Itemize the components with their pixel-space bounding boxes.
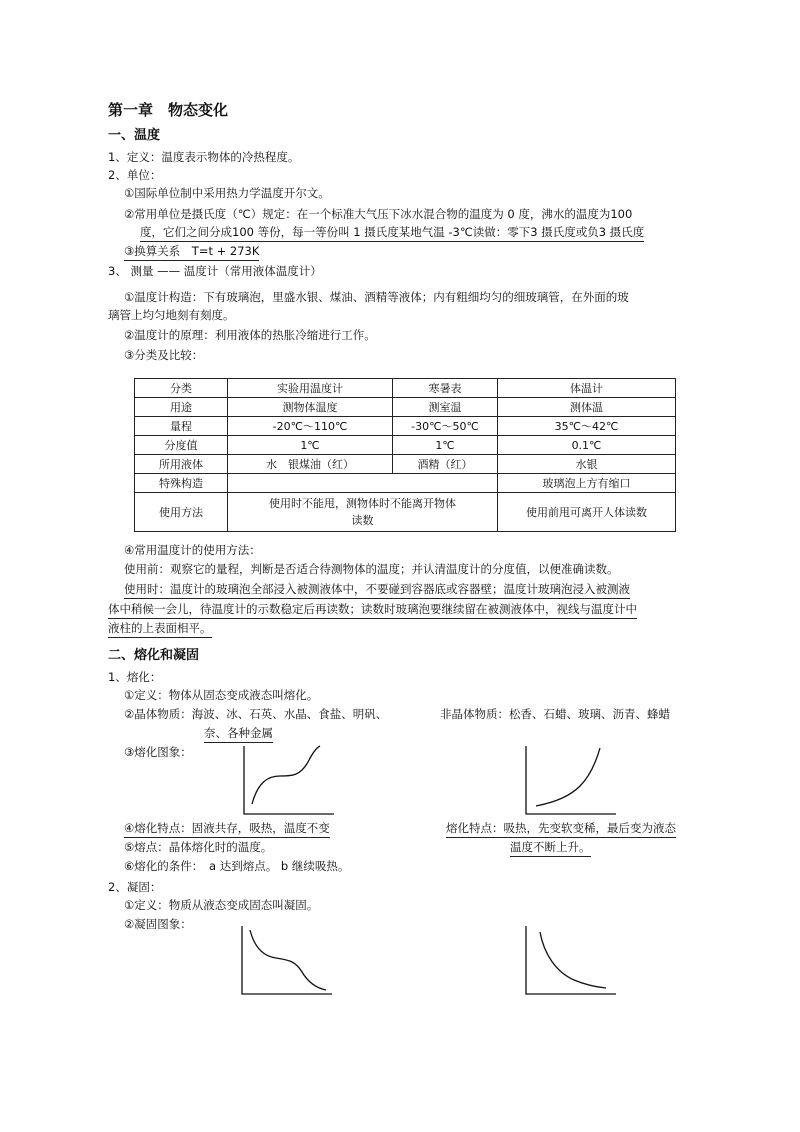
table-cell: -20℃～110℃: [228, 417, 393, 436]
table-cell: 分度值: [135, 436, 228, 455]
solidification-definition: ①定义：物质从液态变成固态叫凝固。: [124, 898, 319, 912]
table-cell: 特殊构造: [135, 474, 228, 493]
unit-heading: 2、单位：: [108, 168, 162, 182]
melting-heading: 1、熔化：: [108, 670, 162, 684]
amorphous-substances: 非晶体物质：松香、石蜡、玻璃、沥青、蜂蜡: [440, 707, 670, 721]
table-cell: 水银: [498, 455, 676, 474]
table-cell: 测物体温度: [228, 398, 393, 417]
crystal-melting-graph: [238, 742, 338, 822]
table-cell: 水 银煤油（红）: [228, 455, 393, 474]
table-cell: 使用前甩可离开人体读数: [498, 493, 676, 532]
usage-left-line1: 使用时不能甩，测物体时不能离开物体: [269, 497, 456, 510]
thermometer-structure-line1: ①温度计构造：下有玻璃泡，里盛水银、煤油、酒精等液体；内有粗细均匀的细玻璃管，在外面的玻: [124, 290, 629, 304]
unit-celsius-line2: 度，它们之间分成100 等份，每一等份叫 1 摄氏度某地气温 -3℃读做：零下3 摄氏度或负3 摄氏度: [140, 225, 644, 242]
table-cell: 测室温: [393, 398, 498, 417]
table-cell: -30℃～50℃: [393, 417, 498, 436]
unit-kelvin: ①国际单位制中采用热力学温度开尔文。: [124, 186, 330, 200]
table-cell: 测体温: [498, 398, 676, 417]
amorphous-solidification-graph: [520, 922, 620, 1002]
table-cell: 实验用温度计: [228, 379, 393, 398]
table-cell: 玻璃泡上方有缩口: [498, 474, 676, 493]
table-cell: 0.1℃: [498, 436, 676, 455]
usage-during-line3: 液柱的上表面相平。: [108, 621, 212, 638]
usage-heading: ④常用温度计的使用方法：: [124, 543, 261, 557]
usage-before: 使用前：观察它的量程，判断是否适合待测物体的温度；并认清温度计的分度值，以便准确读数。: [124, 562, 619, 576]
solidification-graph-label: ②凝固图象：: [124, 917, 192, 931]
melting-definition: ①定义：物体从固态变成液态叫熔化。: [124, 688, 319, 702]
graph-axes: [526, 746, 616, 814]
table-cell: 1℃: [393, 436, 498, 455]
section-melting-title: 二、熔化和凝固: [108, 648, 200, 663]
usage-during-line2: 体中稍候一会儿，待温度计的示数稳定后再读数；读数时玻璃泡要继续留在被测液体中，视线与温度计中: [108, 602, 637, 619]
table-row: [135, 455, 676, 474]
table-row: [135, 493, 676, 532]
unit-celsius-line1: ②常用单位是摄氏度（℃）规定：在一个标准大气压下冰水混合物的温度为 0 度，沸水的温度为100: [124, 207, 633, 221]
table-row: [135, 436, 676, 455]
amorphous-melting-graph: [520, 742, 620, 822]
crystal-solidification-graph: [236, 922, 336, 1002]
graph-axes: [244, 746, 334, 814]
table-cell: [228, 493, 498, 532]
table-cell: 使用方法: [135, 493, 228, 532]
thermometer-structure-line2: 璃管上均匀地刻有刻度。: [108, 308, 235, 322]
solidification-heading: 2、凝固：: [108, 880, 162, 894]
classification-heading: ③分类及比较：: [124, 348, 204, 362]
unit-conversion: ③换算关系 T=t + 273K: [124, 244, 259, 261]
table-cell: 所用液体: [135, 455, 228, 474]
measurement-heading: 3、 测量 —— 温度计（常用液体温度计）: [108, 264, 322, 278]
crystal-melting-features: ④熔化特点：固液共存，吸热，温度不变: [124, 821, 330, 838]
table-cell: 寒暑表: [393, 379, 498, 398]
melting-point: ⑤熔点：晶体熔化时的温度。: [124, 840, 273, 854]
melting-curve: [252, 746, 320, 804]
amorphous-melting-features-line1: 熔化特点：吸热，先变软变稀，最后变为液态: [446, 821, 676, 838]
usage-during-line1: 使用时：温度计的玻璃泡全部浸入被测液体中，不要碰到容器底或容器壁；温度计玻璃泡浸入被测液: [124, 582, 630, 599]
table-cell: 酒精（红）: [393, 455, 498, 474]
graph-axes: [526, 926, 616, 994]
section-temperature-title: 一、温度: [108, 128, 161, 143]
table-row: [135, 398, 676, 417]
crystal-substances-line1: ②晶体物质：海波、冰、石英、水晶、食盐、明矾、: [124, 707, 388, 721]
temperature-definition: 1、定义：温度表示物体的冷热程度。: [108, 150, 300, 164]
table-cell: 量程: [135, 417, 228, 436]
table-cell: 分类: [135, 379, 228, 398]
crystal-substances-line2: 奈、各种金属: [204, 726, 273, 743]
chapter-title: 第一章 物态变化: [108, 101, 229, 119]
melting-conditions: ⑥熔化的条件： a 达到熔点。 b 继续吸热。: [124, 859, 350, 873]
melting-graph-label: ③熔化图象：: [124, 745, 192, 759]
table-cell: 35℃～42℃: [498, 417, 676, 436]
thermometer-comparison-table: [134, 378, 676, 532]
solidification-curve: [540, 932, 606, 988]
solidification-curve: [250, 930, 326, 990]
table-cell: 体温计: [498, 379, 676, 398]
thermometer-principle: ②温度计的原理：利用液体的热胀冷缩进行工作。: [124, 328, 376, 342]
usage-left-line2: 读数: [351, 514, 374, 527]
table-row: [135, 417, 676, 436]
table-row: [135, 474, 676, 493]
table-row: [135, 379, 676, 398]
amorphous-melting-features-line2: 温度不断上升。: [510, 840, 591, 857]
table-cell: 1℃: [228, 436, 393, 455]
melting-curve: [536, 748, 600, 806]
table-cell: [228, 474, 498, 493]
table-cell: 用途: [135, 398, 228, 417]
